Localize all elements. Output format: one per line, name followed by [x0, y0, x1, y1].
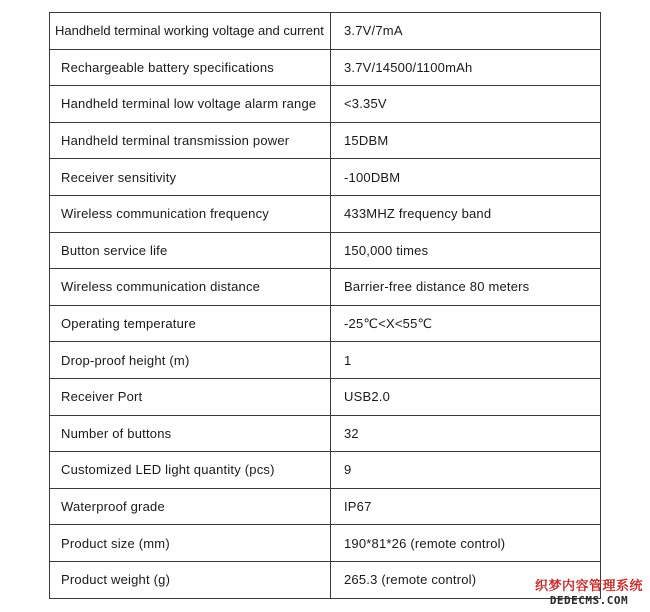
spec-value: 433MHZ frequency band	[331, 195, 601, 232]
table-row	[50, 159, 601, 196]
spec-value: IP67	[331, 488, 601, 525]
table-row	[50, 195, 601, 232]
table-row	[50, 86, 601, 123]
spec-value: 15DBM	[331, 122, 601, 159]
spec-value: -25℃<X<55℃	[331, 305, 601, 342]
spec-label: Receiver sensitivity	[50, 159, 331, 196]
watermark-domain: DEDECMS.COM	[549, 594, 629, 608]
table-row	[50, 452, 601, 489]
table-row	[50, 269, 601, 306]
spec-value: 1	[331, 342, 601, 379]
spec-label: Rechargeable battery specifications	[50, 49, 331, 86]
spec-value: 32	[331, 415, 601, 452]
watermark-title: 织梦内容管理系统	[534, 579, 643, 595]
spec-label: Wireless communication frequency	[50, 195, 331, 232]
watermark	[530, 580, 648, 608]
spec-label: Wireless communication distance	[50, 269, 331, 306]
table-row	[50, 122, 601, 159]
table-row	[50, 561, 601, 598]
spec-label: Handheld terminal working voltage and current	[50, 13, 331, 50]
spec-label: Waterproof grade	[50, 488, 331, 525]
spec-label: Handheld terminal low voltage alarm range	[50, 86, 331, 123]
spec-label: Product size (mm)	[50, 525, 331, 562]
spec-value: 150,000 times	[331, 232, 601, 269]
spec-value: 190*81*26 (remote control)	[331, 525, 601, 562]
table-row	[50, 305, 601, 342]
spec-label: Customized LED light quantity (pcs)	[50, 452, 331, 489]
spec-value: 3.7V/7mA	[331, 13, 601, 50]
specifications-table	[49, 12, 601, 599]
spec-label: Drop-proof height (m)	[50, 342, 331, 379]
spec-value: 9	[331, 452, 601, 489]
spec-label: Product weight (g)	[50, 561, 331, 598]
table-row	[50, 378, 601, 415]
table-row	[50, 49, 601, 86]
spec-label: Operating temperature	[50, 305, 331, 342]
spec-value: 3.7V/14500/1100mAh	[331, 49, 601, 86]
spec-value: Barrier-free distance 80 meters	[331, 269, 601, 306]
table-row	[50, 525, 601, 562]
spec-value: -100DBM	[331, 159, 601, 196]
table-row	[50, 488, 601, 525]
table-row	[50, 232, 601, 269]
spec-value: USB2.0	[331, 378, 601, 415]
table-row	[50, 415, 601, 452]
spec-label: Receiver Port	[50, 378, 331, 415]
spec-label: Button service life	[50, 232, 331, 269]
spec-value: <3.35V	[331, 86, 601, 123]
table-row	[50, 342, 601, 379]
table-row	[50, 13, 601, 50]
spec-label: Number of buttons	[50, 415, 331, 452]
spec-value: 265.3 (remote control)	[331, 561, 601, 598]
spec-label: Handheld terminal transmission power	[50, 122, 331, 159]
